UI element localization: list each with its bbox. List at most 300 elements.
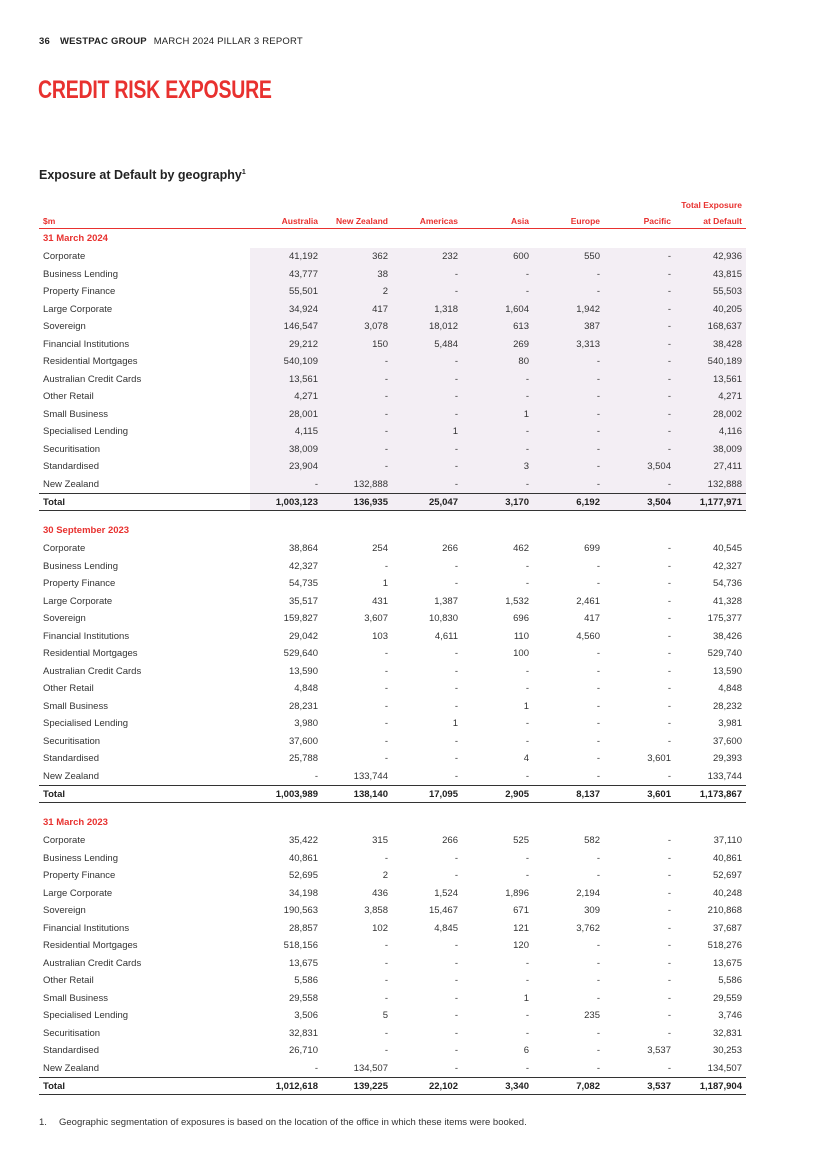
table-row xyxy=(39,406,746,424)
cell-new-zealand: 417 xyxy=(322,301,392,319)
cell-new-zealand: - xyxy=(384,1045,388,1057)
cell-europe: 1,942 xyxy=(533,301,604,319)
cell-asia: - xyxy=(525,1062,529,1074)
cell-label: Other Retail xyxy=(43,391,94,403)
cell-pacific: - xyxy=(667,630,671,642)
cell-new-zealand: - xyxy=(384,718,388,730)
cell-asia: - xyxy=(525,735,529,747)
cell-americas: - xyxy=(454,735,458,747)
cell-asia: - xyxy=(525,957,529,969)
total-europe: 7,082 xyxy=(533,1078,604,1095)
cell-europe: - xyxy=(596,770,600,782)
cell-europe: 387 xyxy=(533,318,604,336)
cell-pacific: - xyxy=(667,905,671,917)
page-number: 36 xyxy=(39,36,50,47)
table-row xyxy=(39,715,746,733)
cell-asia: 6 xyxy=(523,1045,529,1057)
cell-australia: 3,980 xyxy=(294,718,318,730)
cell-asia: - xyxy=(462,423,533,441)
cell-asia: - xyxy=(525,560,529,572)
cell-label: Large Corporate xyxy=(43,887,113,899)
cell-new-zealand: - xyxy=(322,458,392,476)
cell-total: 3,981 xyxy=(718,718,742,730)
cell-australia: 38,009 xyxy=(250,441,322,459)
col-header-americas: Americas xyxy=(392,210,462,229)
cell-americas: - xyxy=(454,683,458,695)
cell-pacific: - xyxy=(604,353,675,371)
footnote xyxy=(39,1117,527,1128)
cell-pacific: - xyxy=(604,283,675,301)
cell-total: 43,815 xyxy=(675,266,746,284)
cell-new-zealand: 1 xyxy=(382,578,388,590)
col-header-total-line2: at Default xyxy=(675,210,746,229)
cell-label: Sovereign xyxy=(43,321,86,333)
section-heading-row xyxy=(39,803,746,833)
cell-pacific: - xyxy=(604,318,675,336)
cell-europe: - xyxy=(596,1062,600,1074)
cell-label: Specialised Lending xyxy=(43,1010,129,1022)
cell-asia: - xyxy=(462,441,533,459)
cell-label: Australian Credit Cards xyxy=(43,957,142,969)
cell-total: 37,687 xyxy=(712,922,742,934)
cell-total: 4,116 xyxy=(675,423,746,441)
cell-americas: - xyxy=(392,353,462,371)
cell-asia: - xyxy=(525,718,529,730)
cell-asia: - xyxy=(525,975,529,987)
cell-asia: 4 xyxy=(523,753,529,765)
table-row xyxy=(39,1060,746,1078)
cell-pacific: - xyxy=(667,683,671,695)
cell-label: Securitisation xyxy=(43,1027,101,1039)
cell-australia: 32,831 xyxy=(288,1027,318,1039)
cell-australia: - xyxy=(314,1062,318,1074)
cell-new-zealand: 102 xyxy=(372,922,388,934)
cell-europe: - xyxy=(596,665,600,677)
cell-europe: 309 xyxy=(584,905,600,917)
cell-americas: - xyxy=(392,476,462,494)
page-header xyxy=(39,36,303,47)
cell-asia: 120 xyxy=(513,940,529,952)
cell-americas: - xyxy=(454,852,458,864)
cell-australia: 35,517 xyxy=(288,595,318,607)
cell-label: Specialised Lending xyxy=(43,718,129,730)
table-row xyxy=(39,832,746,850)
cell-total: 29,393 xyxy=(712,753,742,765)
cell-new-zealand: 134,507 xyxy=(353,1062,388,1074)
table-row xyxy=(39,248,746,266)
total-pacific: 3,537 xyxy=(604,1078,675,1095)
cell-new-zealand: - xyxy=(384,665,388,677)
cell-americas: 10,830 xyxy=(428,613,458,625)
cell-europe: 417 xyxy=(584,613,600,625)
cell-total: 13,675 xyxy=(712,957,742,969)
cell-americas: 266 xyxy=(442,543,458,555)
cell-label: Sovereign xyxy=(43,905,86,917)
cell-pacific: - xyxy=(604,301,675,319)
cell-europe: 4,560 xyxy=(576,630,600,642)
cell-new-zealand: - xyxy=(322,423,392,441)
cell-new-zealand: - xyxy=(322,441,392,459)
cell-australia: 23,904 xyxy=(250,458,322,476)
cell-americas: - xyxy=(392,406,462,424)
cell-pacific: - xyxy=(667,700,671,712)
cell-europe: - xyxy=(596,1045,600,1057)
cell-europe: - xyxy=(596,648,600,660)
cell-asia: 671 xyxy=(513,905,529,917)
cell-americas: 18,012 xyxy=(392,318,462,336)
total-total: 1,187,904 xyxy=(675,1078,746,1095)
table-row xyxy=(39,628,746,646)
cell-americas: - xyxy=(454,578,458,590)
cell-asia: - xyxy=(525,852,529,864)
table-row xyxy=(39,441,746,459)
total-europe: 8,137 xyxy=(533,786,604,803)
cell-asia: 1 xyxy=(462,406,533,424)
total-new-zealand: 138,140 xyxy=(322,786,392,803)
cell-europe: - xyxy=(533,266,604,284)
cell-australia: 4,848 xyxy=(294,683,318,695)
cell-americas: - xyxy=(454,1045,458,1057)
cell-asia: 525 xyxy=(513,835,529,847)
table-row xyxy=(39,423,746,441)
cell-label: Australian Credit Cards xyxy=(43,373,142,385)
cell-new-zealand: 5 xyxy=(382,1010,388,1022)
table-row xyxy=(39,902,746,920)
table-row xyxy=(39,558,746,576)
table-row xyxy=(39,458,746,476)
table-row xyxy=(39,750,746,768)
cell-total: 38,426 xyxy=(712,630,742,642)
cell-label: Residential Mortgages xyxy=(43,648,138,660)
cell-label: New Zealand xyxy=(43,478,99,490)
cell-australia: 13,675 xyxy=(288,957,318,969)
cell-australia: 5,586 xyxy=(294,975,318,987)
cell-australia: 3,506 xyxy=(294,1010,318,1022)
table-row xyxy=(39,955,746,973)
cell-americas: - xyxy=(454,1027,458,1039)
table-row xyxy=(39,301,746,319)
cell-asia: 613 xyxy=(462,318,533,336)
cell-australia: 54,735 xyxy=(288,578,318,590)
cell-label: Residential Mortgages xyxy=(43,940,138,952)
cell-australia: 28,857 xyxy=(288,922,318,934)
table-row xyxy=(39,388,746,406)
cell-europe: - xyxy=(596,735,600,747)
cell-label: Large Corporate xyxy=(43,595,113,607)
cell-asia: 3 xyxy=(462,458,533,476)
cell-europe: - xyxy=(596,753,600,765)
cell-label: Standardised xyxy=(43,461,99,473)
cell-europe: 550 xyxy=(533,248,604,266)
cell-asia: 600 xyxy=(462,248,533,266)
cell-australia: 34,198 xyxy=(288,887,318,899)
table-row xyxy=(39,540,746,558)
col-header-asia: Asia xyxy=(462,210,533,229)
total-label: Total xyxy=(39,494,250,511)
cell-australia: - xyxy=(314,770,318,782)
cell-asia: - xyxy=(525,578,529,590)
cell-americas: 232 xyxy=(392,248,462,266)
cell-europe: - xyxy=(533,283,604,301)
cell-total: 13,561 xyxy=(675,371,746,389)
cell-label: Business Lending xyxy=(43,268,118,280)
cell-asia: 80 xyxy=(462,353,533,371)
cell-australia: 43,777 xyxy=(250,266,322,284)
col-header-europe: Europe xyxy=(533,210,604,229)
header-group-name: WESTPAC GROUP xyxy=(59,36,147,47)
cell-label: Corporate xyxy=(43,251,86,263)
cell-americas: 15,467 xyxy=(428,905,458,917)
cell-americas: - xyxy=(454,940,458,952)
cell-total: 40,205 xyxy=(675,301,746,319)
cell-label: Financial Institutions xyxy=(43,630,130,642)
table-row xyxy=(39,353,746,371)
cell-label: Standardised xyxy=(43,1045,99,1057)
cell-label: Property Finance xyxy=(43,578,116,590)
cell-americas: 266 xyxy=(442,835,458,847)
cell-label: Australian Credit Cards xyxy=(43,665,142,677)
cell-australia: 52,695 xyxy=(288,870,318,882)
col-header-australia: Australia xyxy=(250,210,322,229)
cell-europe: 235 xyxy=(584,1010,600,1022)
cell-pacific: - xyxy=(604,406,675,424)
cell-pacific: - xyxy=(604,248,675,266)
cell-total: 175,377 xyxy=(707,613,742,625)
total-pacific: 3,504 xyxy=(604,494,675,511)
cell-pacific: - xyxy=(667,835,671,847)
cell-pacific: - xyxy=(667,852,671,864)
cell-label: Financial Institutions xyxy=(43,338,130,350)
cell-new-zealand: 3,078 xyxy=(322,318,392,336)
cell-europe: - xyxy=(596,718,600,730)
cell-pacific: 3,504 xyxy=(604,458,675,476)
cell-americas: - xyxy=(454,560,458,572)
cell-americas: - xyxy=(392,441,462,459)
footnote-number: 1. xyxy=(39,1117,47,1128)
cell-label: Business Lending xyxy=(43,560,118,572)
cell-pacific: - xyxy=(667,887,671,899)
cell-europe: - xyxy=(533,388,604,406)
cell-europe: - xyxy=(596,683,600,695)
cell-australia: 159,827 xyxy=(283,613,318,625)
total-asia: 3,170 xyxy=(462,494,533,511)
cell-australia: 34,924 xyxy=(250,301,322,319)
cell-pacific: - xyxy=(667,1027,671,1039)
cell-asia: 1 xyxy=(523,992,529,1004)
cell-total: 27,411 xyxy=(675,458,746,476)
cell-asia: - xyxy=(462,476,533,494)
cell-pacific: - xyxy=(667,560,671,572)
cell-australia: 190,563 xyxy=(283,905,318,917)
table-row xyxy=(39,972,746,990)
cell-americas: - xyxy=(454,770,458,782)
cell-new-zealand: - xyxy=(322,406,392,424)
cell-australia: 25,788 xyxy=(288,753,318,765)
cell-label: Property Finance xyxy=(43,286,116,298)
total-asia: 3,340 xyxy=(462,1078,533,1095)
cell-pacific: - xyxy=(667,870,671,882)
cell-asia: - xyxy=(462,266,533,284)
cell-europe: - xyxy=(596,578,600,590)
total-row xyxy=(39,786,746,803)
cell-americas: - xyxy=(392,458,462,476)
cell-total: 28,002 xyxy=(675,406,746,424)
cell-new-zealand: - xyxy=(384,648,388,660)
cell-pacific: - xyxy=(604,476,675,494)
cell-americas: - xyxy=(392,388,462,406)
cell-new-zealand: 315 xyxy=(372,835,388,847)
cell-asia: - xyxy=(525,1027,529,1039)
cell-pacific: - xyxy=(667,613,671,625)
table-row xyxy=(39,283,746,301)
cell-new-zealand: - xyxy=(384,1027,388,1039)
table-row xyxy=(39,1025,746,1043)
cell-total: 13,590 xyxy=(712,665,742,677)
cell-asia: 1,604 xyxy=(462,301,533,319)
cell-europe: - xyxy=(596,700,600,712)
total-row xyxy=(39,494,746,511)
cell-americas: - xyxy=(392,283,462,301)
cell-europe: - xyxy=(596,975,600,987)
cell-asia: 269 xyxy=(462,336,533,354)
cell-australia: - xyxy=(250,476,322,494)
cell-new-zealand: 431 xyxy=(372,595,388,607)
footnote-text: Geographic segmentation of exposures is based on the location of the office in which these items were booked. xyxy=(59,1117,527,1128)
cell-americas: 1 xyxy=(452,718,458,730)
total-total: 1,177,971 xyxy=(675,494,746,511)
cell-total: 40,545 xyxy=(712,543,742,555)
cell-total: 41,328 xyxy=(712,595,742,607)
table-row xyxy=(39,920,746,938)
section-heading-row xyxy=(39,511,746,541)
cell-asia: - xyxy=(525,665,529,677)
col-header-unit: $m xyxy=(39,210,250,229)
cell-asia: 121 xyxy=(513,922,529,934)
total-australia: 1,003,123 xyxy=(250,494,322,511)
cell-americas: 1,524 xyxy=(434,887,458,899)
cell-new-zealand: - xyxy=(322,388,392,406)
cell-total: 52,697 xyxy=(712,870,742,882)
table-row xyxy=(39,680,746,698)
cell-new-zealand: - xyxy=(384,975,388,987)
total-label: Total xyxy=(39,1078,250,1095)
table-row xyxy=(39,336,746,354)
cell-americas: - xyxy=(454,992,458,1004)
cell-new-zealand: 38 xyxy=(322,266,392,284)
cell-total: 540,189 xyxy=(675,353,746,371)
cell-australia: 26,710 xyxy=(288,1045,318,1057)
cell-pacific: 3,601 xyxy=(647,753,671,765)
col-header-pacific: Pacific xyxy=(604,210,675,229)
cell-label: Small Business xyxy=(43,408,108,420)
cell-pacific: - xyxy=(667,578,671,590)
table-body xyxy=(39,229,746,1095)
table-row xyxy=(39,371,746,389)
cell-pacific: - xyxy=(667,770,671,782)
cell-australia: 38,864 xyxy=(288,543,318,555)
cell-pacific: - xyxy=(667,665,671,677)
cell-new-zealand: 2 xyxy=(322,283,392,301)
cell-new-zealand: - xyxy=(384,957,388,969)
cell-europe: 2,461 xyxy=(576,595,600,607)
cell-americas: - xyxy=(454,957,458,969)
cell-australia: 29,212 xyxy=(250,336,322,354)
cell-europe: - xyxy=(533,476,604,494)
cell-label: Specialised Lending xyxy=(43,426,129,438)
cell-australia: 29,042 xyxy=(288,630,318,642)
cell-new-zealand: - xyxy=(384,992,388,1004)
total-total: 1,173,867 xyxy=(675,786,746,803)
cell-australia: 540,109 xyxy=(250,353,322,371)
cell-label: Other Retail xyxy=(43,683,94,695)
cell-pacific: - xyxy=(667,975,671,987)
cell-new-zealand: 133,744 xyxy=(353,770,388,782)
cell-pacific: - xyxy=(667,543,671,555)
header-report-name: MARCH 2024 PILLAR 3 REPORT xyxy=(153,36,303,47)
table-row xyxy=(39,663,746,681)
cell-total: 134,507 xyxy=(707,1062,742,1074)
cell-americas: - xyxy=(454,870,458,882)
section-heading: 31 March 2023 xyxy=(43,817,108,828)
col-header-new-zealand: New Zealand xyxy=(322,210,392,229)
table-subtitle xyxy=(39,168,246,182)
cell-total: 4,848 xyxy=(718,683,742,695)
cell-total: 42,936 xyxy=(675,248,746,266)
cell-australia: 41,192 xyxy=(250,248,322,266)
cell-pacific: - xyxy=(667,1010,671,1022)
total-new-zealand: 139,225 xyxy=(322,1078,392,1095)
cell-australia: 13,590 xyxy=(288,665,318,677)
table-row xyxy=(39,990,746,1008)
table-row xyxy=(39,1042,746,1060)
cell-pacific: - xyxy=(667,957,671,969)
cell-australia: 40,861 xyxy=(288,852,318,864)
subtitle-text: Exposure at Default by geography xyxy=(39,168,242,182)
cell-total: 37,110 xyxy=(713,835,742,847)
cell-americas: 4,845 xyxy=(434,922,458,934)
total-europe: 6,192 xyxy=(533,494,604,511)
cell-americas: - xyxy=(392,371,462,389)
cell-americas: - xyxy=(454,1010,458,1022)
cell-new-zealand: 132,888 xyxy=(322,476,392,494)
cell-pacific: - xyxy=(667,992,671,1004)
cell-australia: 529,640 xyxy=(283,648,318,660)
cell-asia: - xyxy=(525,770,529,782)
cell-total: 4,271 xyxy=(675,388,746,406)
cell-label: Corporate xyxy=(43,835,86,847)
cell-total: 42,327 xyxy=(712,560,742,572)
cell-label: Large Corporate xyxy=(43,303,113,315)
cell-total: 132,888 xyxy=(675,476,746,494)
cell-europe: - xyxy=(596,1027,600,1039)
total-asia: 2,905 xyxy=(462,786,533,803)
cell-europe: - xyxy=(596,870,600,882)
cell-europe: 699 xyxy=(584,543,600,555)
cell-asia: - xyxy=(525,1010,529,1022)
cell-new-zealand: - xyxy=(384,560,388,572)
cell-australia: 13,561 xyxy=(250,371,322,389)
cell-label: Small Business xyxy=(43,700,108,712)
cell-asia: 1 xyxy=(523,700,529,712)
cell-asia: 462 xyxy=(513,543,529,555)
cell-new-zealand: - xyxy=(322,353,392,371)
total-row xyxy=(39,1078,746,1095)
cell-pacific: - xyxy=(604,266,675,284)
cell-asia: - xyxy=(525,683,529,695)
cell-australia: 28,231 xyxy=(288,700,318,712)
cell-europe: - xyxy=(596,992,600,1004)
cell-europe: - xyxy=(533,441,604,459)
